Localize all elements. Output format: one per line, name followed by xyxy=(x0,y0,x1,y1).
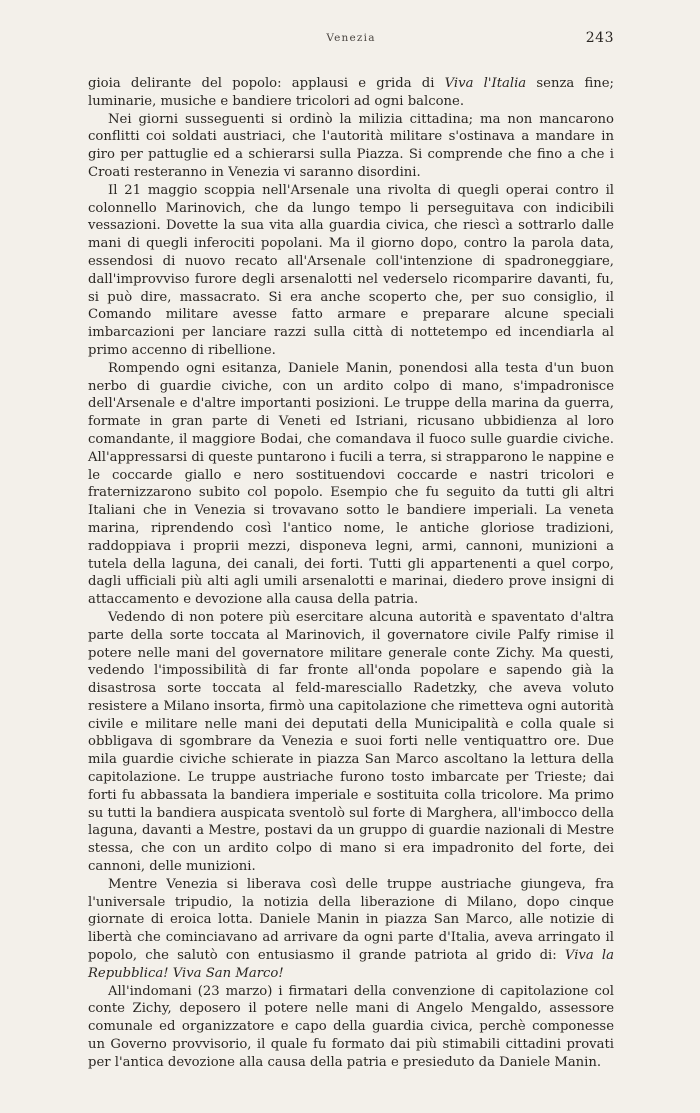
paragraph xyxy=(88,182,614,360)
text-run: Mentre Venezia si liberava così delle truppe austriache giungeva, fra l'universale tripudio, la notizia della liberazione di Milano, dopo cinque giornate di eroica lotta. Daniele Manin in piazza San Marco, alle notizie di libertà che cominciavano ad arrivare da ogni parte d'Italia, aveva arringato il popolo, che salutò con entusiasmo il grande patriota al grido di: xyxy=(88,876,614,964)
text-run: Nei giorni susseguenti si ordinò la milizia cittadina; ma non mancarono conflitti coi soldati austriaci, che l'autorità militare s'ostinava a mandare in giro per pattuglie ed a schierarsi sulla Piazza. Si comprende che fino a che i Croati resteranno in Venezia vi saranno disordini. xyxy=(88,111,614,180)
text-run: senza fine; luminarie, musiche e bandiere tricolori ad ogni balcone. xyxy=(88,76,614,109)
text-run: All'indomani (23 marzo) i firmatari della convenzione di capitolazione col conte Zichy, deposero il potere nelle mani di Angelo Mengaldo, assessore comunale ed organizzatore e capo della guardia civica, perchè componesse un Governo provvisorio, il quale fu formato dai più stimabili cittadini provati per l'antica devozione alla causa della patria e presieduto da Daniele Manin. xyxy=(88,983,614,1070)
paragraph xyxy=(88,983,614,1072)
italic-phrase: Viva l'Italia xyxy=(444,76,527,91)
paragraph xyxy=(88,75,614,111)
paragraph xyxy=(88,360,614,609)
running-title: Venezia xyxy=(326,32,376,44)
text-run: Rompendo ogni esitanza, Daniele Manin, ponendosi alla testa d'un buon nerbo di guardie civiche, con un ardito colpo di mano, s'impadronisce dell'Arsenale e d'altre importanti posizioni. Le truppe della marina da guerra, formate in gran parte di Veneti ed Istriani, ricusano ubbidienza al loro comandante, il maggiore Bodai, che comandava il fuoco sulle guardie civiche. All'appressarsi di queste puntarono i fucili a terra, si strapparono le nappine e le coccarde giallo e nero sostituendovi coccarde e nastri tricolori e fraternizzarono subito col popolo. Esempio che fu seguito da tutti gli altri Italiani che in Venezia si trovavano sotto le bandiere imperiali. La veneta marina, riprendendo così l'antico nome, le antiche gloriose tradizioni, raddoppiava i proprii mezzi, disponeva legni, armi, cannoni, munizioni a tutela della laguna, dei canali, dei forti. Tutti gli appartenenti a quel corpo, dagli ufficiali più alti agli umili arsenalotti e marinai, diedero prove insigni di attaccamento e devozione alla causa della patria. xyxy=(88,360,614,608)
paragraph xyxy=(88,111,614,182)
running-head xyxy=(88,30,614,50)
paragraph xyxy=(88,609,614,876)
italic-phrase: Viva la Repubblica! Viva San Marco! xyxy=(88,948,614,981)
paragraph xyxy=(88,876,614,983)
text-run: Vedendo di non potere più esercitare alcuna autorità e spaventato d'altra parte della sorte toccata al Marinovich, il governatore civile Palfy rimise il potere nelle mani del governatore militare generale conte Zichy. Ma questi, vedendo l'impossibilità di far fronte all'onda popolare e sapendo già la disastrosa sorte toccata al feld-maresciallo Radetzky, che aveva voluto resistere a Milano insorta, firmò una capitolazione che rimetteva ogni autorità civile e militare nelle mani dei deputati della Municipalità e colla quale si obbligava di sgombrare da Venezia e suoi forti nelle ventiquattro ore. Due mila guardie civiche schierate in piazza San Marco ascoltano la lettura della capitolazione. Le truppe austriache furono tosto imbarcate per Trieste; dai forti fu abbassata la bandiera imperiale e sostituita colla tricolore. Ma primo su tutti la bandiera auspicata sventolò sul forte di Marghera, all'imbocco della laguna, davanti a Mestre, postavi da un gruppo di guardie nazionali di Mestre stessa, che con un ardito colpo di mano si era impadronito del forte, dei cannoni, delle munizioni. xyxy=(88,609,614,875)
text-run: gioia delirante del popolo: applausi e grida di xyxy=(88,76,445,91)
page-number: 243 xyxy=(585,30,614,46)
text-run: Il 21 maggio scoppia nell'Arsenale una rivolta di quegli operai contro il colonnello Marinovich, che da lungo tempo li perseguitava con indicibili vessazioni. Dovette la sua vita alla guardia civica, che riescì a sottrarlo dalle mani di quegli inferociti popolani. Ma il giorno dopo, contro la parola data, essendosi di nuovo recato all'Arsenale coll'intenzione di spadroneggiare, dall'improvviso furore degli arsenalotti nel vederselo ricomparire davanti, fu, si può dire, massacrato. Si era anche scoperto che, per suo consiglio, il Comando militare avesse fatto armare e preparare alcune speciali imbarcazioni per lanciare razzi sulla città di nottetempo ed incendiarla al primo accenno di ribellione. xyxy=(88,182,614,358)
body-text xyxy=(88,75,614,1072)
